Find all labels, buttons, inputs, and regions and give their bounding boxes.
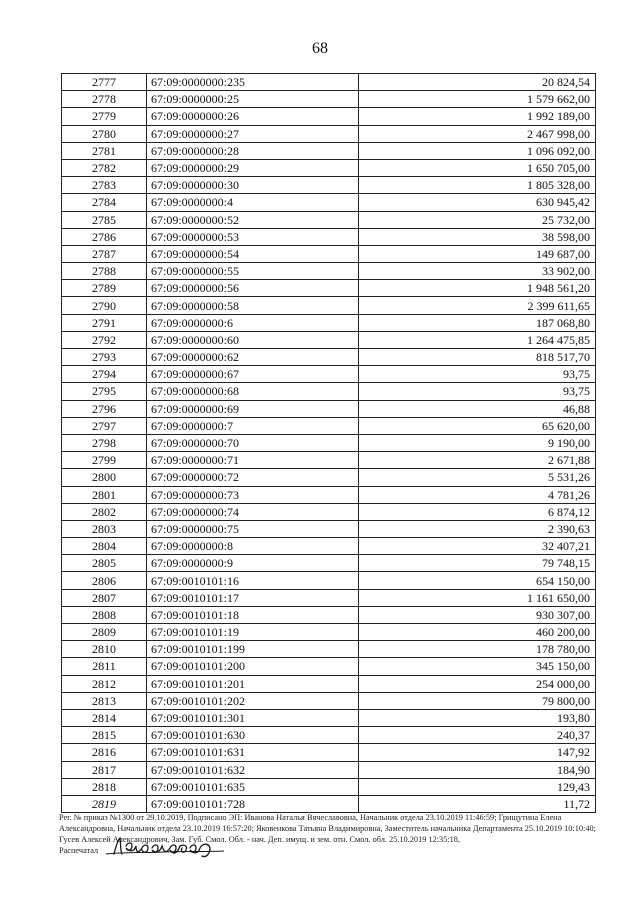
cadastral-number: 67:09:0000000:75 [147,520,359,537]
cadastral-number: 67:09:0000000:58 [147,297,359,314]
cadastral-number: 67:09:0010101:201 [147,675,359,692]
cadastral-value: 5 531,26 [359,469,596,486]
cadastral-value: 65 620,00 [359,417,596,434]
table-row [62,624,596,641]
row-number: 2803 [62,520,147,537]
row-number: 2797 [62,417,147,434]
row-number: 2814 [62,709,147,726]
cadastral-value: 25 732,00 [359,211,596,228]
cadastral-value: 184,90 [359,761,596,778]
row-number: 2804 [62,538,147,555]
row-number: 2807 [62,589,147,606]
table-row [62,314,596,331]
cadastral-value: 2 390,63 [359,520,596,537]
row-number: 2789 [62,280,147,297]
printed-by-line [59,845,599,856]
cadastral-number: 67:09:0010101:728 [147,795,359,812]
cadastral-number: 67:09:0010101:632 [147,761,359,778]
cadastral-value: 1 161 650,00 [359,589,596,606]
table-row [62,263,596,280]
row-number: 2812 [62,675,147,692]
row-number: 2793 [62,349,147,366]
table-row [62,349,596,366]
cadastral-value: 1 948 561,20 [359,280,596,297]
cadastral-number: 67:09:0010101:17 [147,589,359,606]
cadastral-value: 11,72 [359,795,596,812]
table-row [62,795,596,812]
row-number: 2808 [62,606,147,623]
cadastral-value: 1 096 092,00 [359,142,596,159]
row-number: 2815 [62,727,147,744]
cadastral-value: 46,88 [359,400,596,417]
table-row [62,452,596,469]
row-number: 2799 [62,452,147,469]
row-number: 2801 [62,486,147,503]
registration-note: Рег. № приказ №1300 от 29.10.2019, Подписано ЭП: Иванова Наталья Вячеславовна, Начальник отдела 23.10.2019 11:46:59; Грищутина Елена Александровна, Начальник отдела 23.10.2019 16:57:20; Яковенкова Татьяна Владимировна, Заместитель начальника Департамента 25.10.2019 10:10:40; Гусев Алексей Александрович, Зам. Губ. Смол. Обл. - нач. Деп. имущ. и зем. отн. Смол. обл. 25.10.2019 12:35:18, [59,813,596,844]
table-row [62,91,596,108]
row-number: 2809 [62,624,147,641]
table-row [62,744,596,761]
cadastral-value: 930 307,00 [359,606,596,623]
row-number: 2805 [62,555,147,572]
table-row [62,709,596,726]
row-number: 2816 [62,744,147,761]
cadastral-value: 1 992 189,00 [359,108,596,125]
table-row [62,383,596,400]
table-row [62,761,596,778]
cadastral-value: 2 399 611,65 [359,297,596,314]
cadastral-number: 67:09:0010101:202 [147,692,359,709]
cadastral-number: 67:09:0010101:19 [147,624,359,641]
table-row [62,675,596,692]
table-row [62,108,596,125]
table-row [62,228,596,245]
table-row [62,211,596,228]
table-row [62,366,596,383]
row-number: 2786 [62,228,147,245]
cadastral-number: 67:09:0000000:6 [147,314,359,331]
row-number: 2782 [62,159,147,176]
table-row [62,606,596,623]
row-number: 2781 [62,142,147,159]
cadastral-value: 1 805 328,00 [359,177,596,194]
table-row [62,177,596,194]
row-number: 2790 [62,297,147,314]
table-row [62,469,596,486]
row-number: 2777 [62,74,147,91]
cadastral-value: 93,75 [359,366,596,383]
cadastral-value: 129,43 [359,778,596,795]
cadastral-number: 67:09:0000000:54 [147,245,359,262]
table-row [62,641,596,658]
cadastral-value: 33 902,00 [359,263,596,280]
table-row [62,572,596,589]
cadastral-value-table [61,73,596,813]
cadastral-number: 67:09:0000000:25 [147,91,359,108]
cadastral-value: 6 874,12 [359,503,596,520]
footer-signature-block [59,812,599,856]
row-number: 2783 [62,177,147,194]
row-number: 2779 [62,108,147,125]
table-row [62,194,596,211]
cadastral-number: 67:09:0000000:7 [147,417,359,434]
row-number: 2817 [62,761,147,778]
row-number: 2788 [62,263,147,280]
row-number: 2796 [62,400,147,417]
cadastral-number: 67:09:0000000:71 [147,452,359,469]
cadastral-value: 79 748,15 [359,555,596,572]
cadastral-number: 67:09:0000000:73 [147,486,359,503]
row-number: 2794 [62,366,147,383]
row-number: 2787 [62,245,147,262]
cadastral-number: 67:09:0000000:9 [147,555,359,572]
cadastral-value: 20 824,54 [359,74,596,91]
row-number: 2795 [62,383,147,400]
cadastral-number: 67:09:0000000:72 [147,469,359,486]
table-row [62,520,596,537]
cadastral-value: 187 068,80 [359,314,596,331]
cadastral-number: 67:09:0000000:26 [147,108,359,125]
row-number: 2780 [62,125,147,142]
cadastral-value: 4 781,26 [359,486,596,503]
cadastral-number: 67:09:0010101:16 [147,572,359,589]
row-number: 2813 [62,692,147,709]
cadastral-number: 67:09:0000000:235 [147,74,359,91]
table-row [62,400,596,417]
cadastral-value: 345 150,00 [359,658,596,675]
cadastral-number: 67:09:0000000:8 [147,538,359,555]
cadastral-number: 67:09:0010101:301 [147,709,359,726]
table-row [62,778,596,795]
cadastral-value: 38 598,00 [359,228,596,245]
cadastral-value: 93,75 [359,383,596,400]
table-row [62,331,596,348]
cadastral-number: 67:09:0000000:53 [147,228,359,245]
table-row [62,74,596,91]
table-body [62,74,596,813]
cadastral-number: 67:09:0000000:27 [147,125,359,142]
cadastral-value: 1 650 705,00 [359,159,596,176]
row-number: 2819 [62,795,147,812]
cadastral-value: 9 190,00 [359,434,596,451]
cadastral-value: 147,92 [359,744,596,761]
table-row [62,142,596,159]
cadastral-value: 240,37 [359,727,596,744]
row-number: 2806 [62,572,147,589]
row-number: 2785 [62,211,147,228]
cadastral-number: 67:09:0000000:30 [147,177,359,194]
row-number: 2811 [62,658,147,675]
cadastral-value: 32 407,21 [359,538,596,555]
table-row [62,727,596,744]
table-row [62,486,596,503]
cadastral-value: 1 264 475,85 [359,331,596,348]
cadastral-number: 67:09:0000000:68 [147,383,359,400]
cadastral-value: 2 671,88 [359,452,596,469]
cadastral-number: 67:09:0010101:635 [147,778,359,795]
cadastral-value: 654 150,00 [359,572,596,589]
cadastral-number: 67:09:0000000:69 [147,400,359,417]
cadastral-number: 67:09:0000000:52 [147,211,359,228]
cadastral-value: 193,80 [359,709,596,726]
table-row [62,658,596,675]
cadastral-number: 67:09:0000000:28 [147,142,359,159]
table-row [62,159,596,176]
cadastral-value: 460 200,00 [359,624,596,641]
table-row [62,589,596,606]
cadastral-value: 1 579 662,00 [359,91,596,108]
table-row [62,297,596,314]
cadastral-number: 67:09:0010101:18 [147,606,359,623]
handwritten-signature [104,834,244,860]
cadastral-number: 67:09:0000000:55 [147,263,359,280]
page-number: 68 [312,40,328,57]
cadastral-number: 67:09:0000000:70 [147,434,359,451]
cadastral-value: 2 467 998,00 [359,125,596,142]
table-row [62,280,596,297]
cadastral-value: 178 780,00 [359,641,596,658]
row-number: 2802 [62,503,147,520]
table-row [62,125,596,142]
cadastral-number: 67:09:0010101:631 [147,744,359,761]
cadastral-value: 149 687,00 [359,245,596,262]
cadastral-number: 67:09:0000000:29 [147,159,359,176]
cadastral-number: 67:09:0010101:200 [147,658,359,675]
row-number: 2792 [62,331,147,348]
row-number: 2800 [62,469,147,486]
row-number: 2778 [62,91,147,108]
row-number: 2818 [62,778,147,795]
cadastral-value: 630 945,42 [359,194,596,211]
row-number: 2791 [62,314,147,331]
table-row [62,434,596,451]
table-row [62,245,596,262]
table-row [62,555,596,572]
table-row [62,417,596,434]
cadastral-number: 67:09:0010101:199 [147,641,359,658]
table-row [62,503,596,520]
row-number: 2784 [62,194,147,211]
cadastral-number: 67:09:0000000:67 [147,366,359,383]
table-row [62,692,596,709]
cadastral-number: 67:09:0000000:4 [147,194,359,211]
cadastral-number: 67:09:0000000:74 [147,503,359,520]
cadastral-number: 67:09:0000000:62 [147,349,359,366]
cadastral-value: 79 800,00 [359,692,596,709]
row-number: 2798 [62,434,147,451]
row-number: 2810 [62,641,147,658]
cadastral-value: 254 000,00 [359,675,596,692]
cadastral-number: 67:09:0010101:630 [147,727,359,744]
cadastral-number: 67:09:0000000:56 [147,280,359,297]
cadastral-number: 67:09:0000000:60 [147,331,359,348]
table-row [62,538,596,555]
printed-by-label: Распечатал [59,846,99,855]
cadastral-value: 818 517,70 [359,349,596,366]
